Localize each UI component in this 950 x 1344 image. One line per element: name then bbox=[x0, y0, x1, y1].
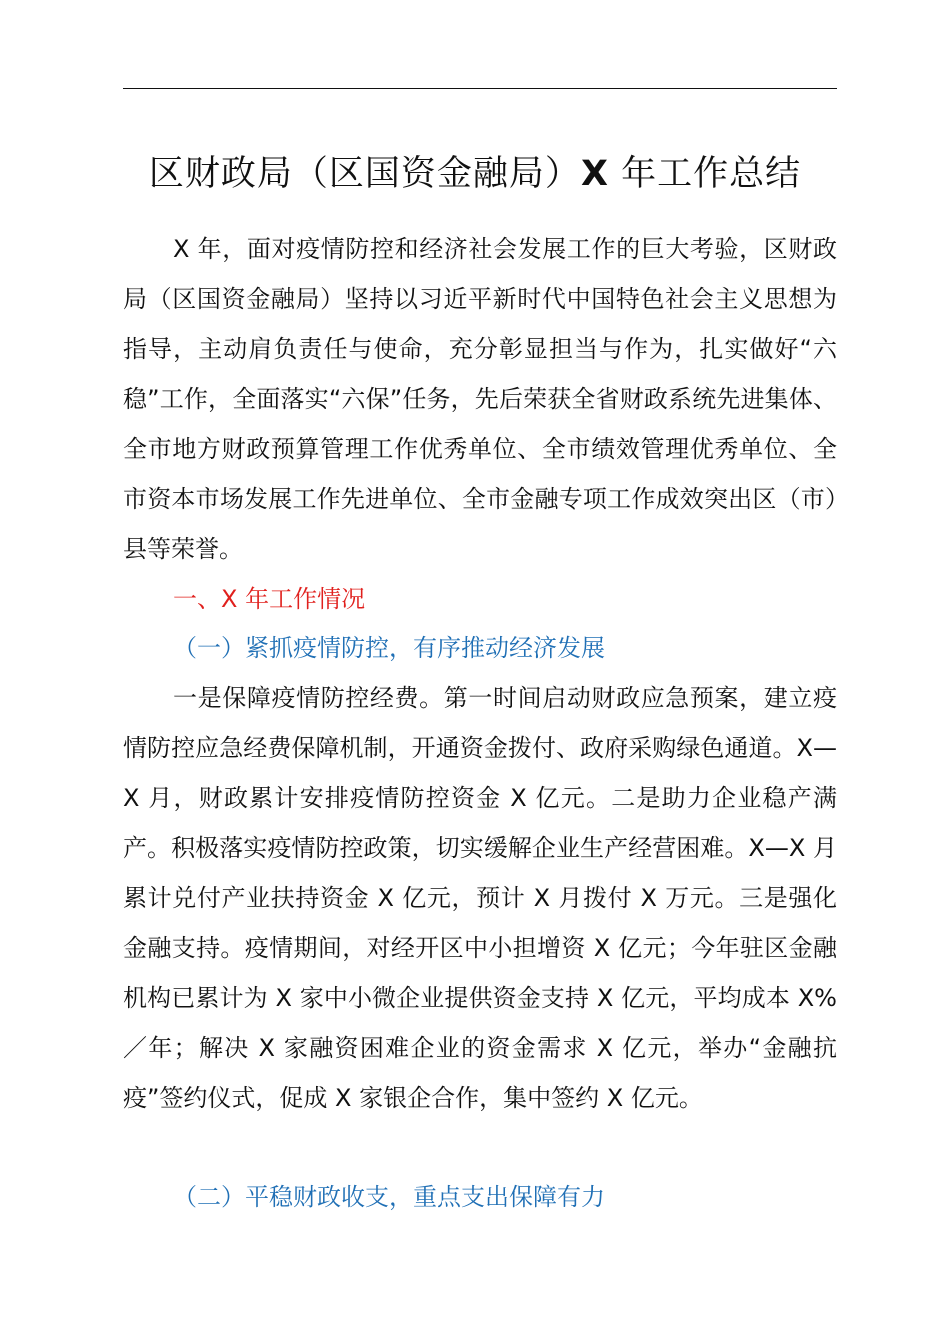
title-suffix: 年工作总结 bbox=[608, 154, 802, 194]
title-x: X bbox=[580, 154, 609, 194]
header-rule bbox=[123, 88, 837, 89]
subsection-heading-1: （一）紧抓疫情防控，有序推动经济发展 bbox=[173, 634, 605, 662]
subsection-1-paragraph: 一是保障疫情防控经费。第一时间启动财政应急预案，建立疫情防控应急经费保障机制，开通资金拨付、政府采购绿色通道。X—X 月，财政累计安排疫情防控资金 X 亿元。二是助力企业稳产满产。积极落实疫情防控政策，切实缓解企业生产经营困难。X—X 月累计兑付产业扶持资金 X 亿元，预计 X 月拨付 X 万元。三是强化金融支持。疫情期间，对经开区中小担增资 X 亿元；今年驻区金融机构已累计为 X 家中小微企业提供资金支持 X 亿元，平均成本 X%／年；解决 X 家融资困难企业的资金需求 X 亿元，举办“金融抗疫”签约仪式，促成 X 家银企合作，集中签约 X 亿元。 bbox=[123, 684, 837, 1112]
document-title bbox=[0, 146, 950, 202]
intro-paragraph: X 年，面对疫情防控和经济社会发展工作的巨大考验，区财政局（区国资金融局）坚持以习近平新时代中国特色社会主义思想为指导，主动肩负责任与使命，充分彰显担当与作为，扎实做好“六稳”工作，全面落实“六保”任务，先后荣获全省财政系统先进集体、全市地方财政预算管理工作优秀单位、全市绩效管理优秀单位、全市资本市场发展工作先进单位、全市金融专项工作成效突出区（市）县等荣誉。 bbox=[123, 235, 837, 563]
subsection-heading-2: （二）平稳财政收支，重点支出保障有力 bbox=[173, 1183, 605, 1211]
section-heading-1: 一、X 年工作情况 bbox=[173, 585, 366, 613]
title-prefix: 区财政局（区国资金融局） bbox=[148, 154, 581, 194]
